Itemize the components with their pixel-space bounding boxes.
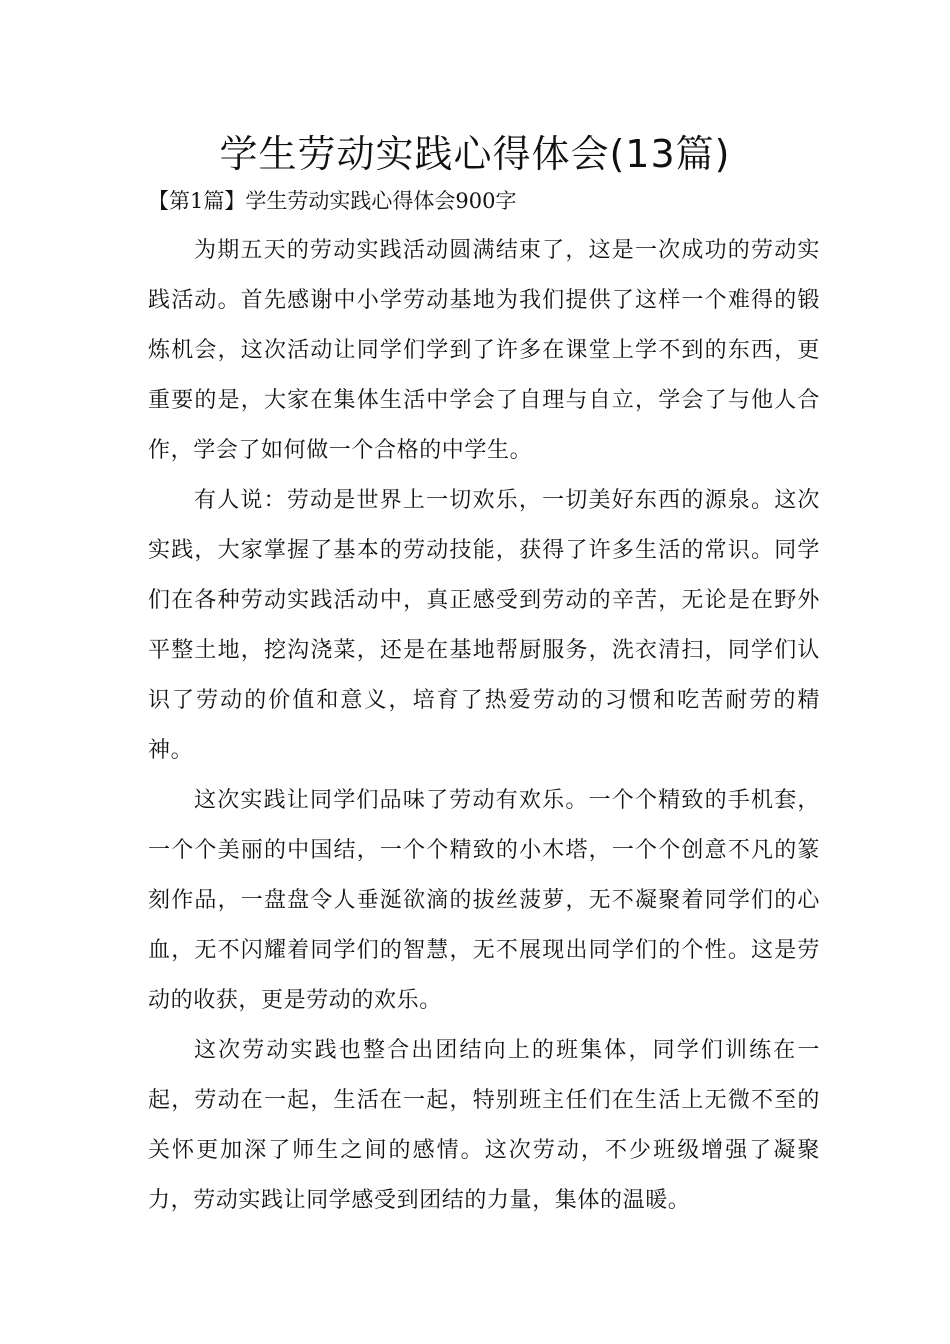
body-paragraph: 为期五天的劳动实践活动圆满结束了，这是一次成功的劳动实践活动。首先感谢中小学劳动基地为我们提供了这样一个难得的锻炼机会，这次活动让同学们学到了许多在课堂上学不到的东西，更重要的是，大家在集体生活中学会了自理与自立，学会了与他人合作，学会了如何做一个合格的中学生。 [148, 238, 820, 463]
body-paragraph: 这次实践让同学们品味了劳动有欢乐。一个个精致的手机套，一个个美丽的中国结，一个个精致的小木塔，一个个创意不凡的篆刻作品，一盘盘令人垂涎欲滴的拔丝菠萝，无不凝聚着同学们的心血，无不闪耀着同学们的智慧，无不展现出同学们的个性。这是劳动的收获，更是劳动的欢乐。 [148, 788, 820, 1013]
section-heading: 【第1篇】学生劳动实践心得体会900字 [148, 189, 517, 213]
document-title: 学生劳动实践心得体会(13篇) [219, 132, 731, 176]
body-paragraph: 有人说：劳动是世界上一切欢乐，一切美好东西的源泉。这次实践，大家掌握了基本的劳动技能，获得了许多生活的常识。同学们在各种劳动实践活动中，真正感受到劳动的辛苦，无论是在野外平整土地，挖沟浇菜，还是在基地帮厨服务，洗衣清扫，同学们认识了劳动的价值和意义，培育了热爱劳动的习惯和吃苦耐劳的精神。 [148, 488, 820, 763]
body-paragraph: 这次劳动实践也整合出团结向上的班集体，同学们训练在一起，劳动在一起，生活在一起，特别班主任们在生活上无微不至的关怀更加深了师生之间的感情。这次劳动，不少班级增强了凝聚力，劳动实践让同学感受到团结的力量，集体的温暖。 [148, 1038, 820, 1213]
